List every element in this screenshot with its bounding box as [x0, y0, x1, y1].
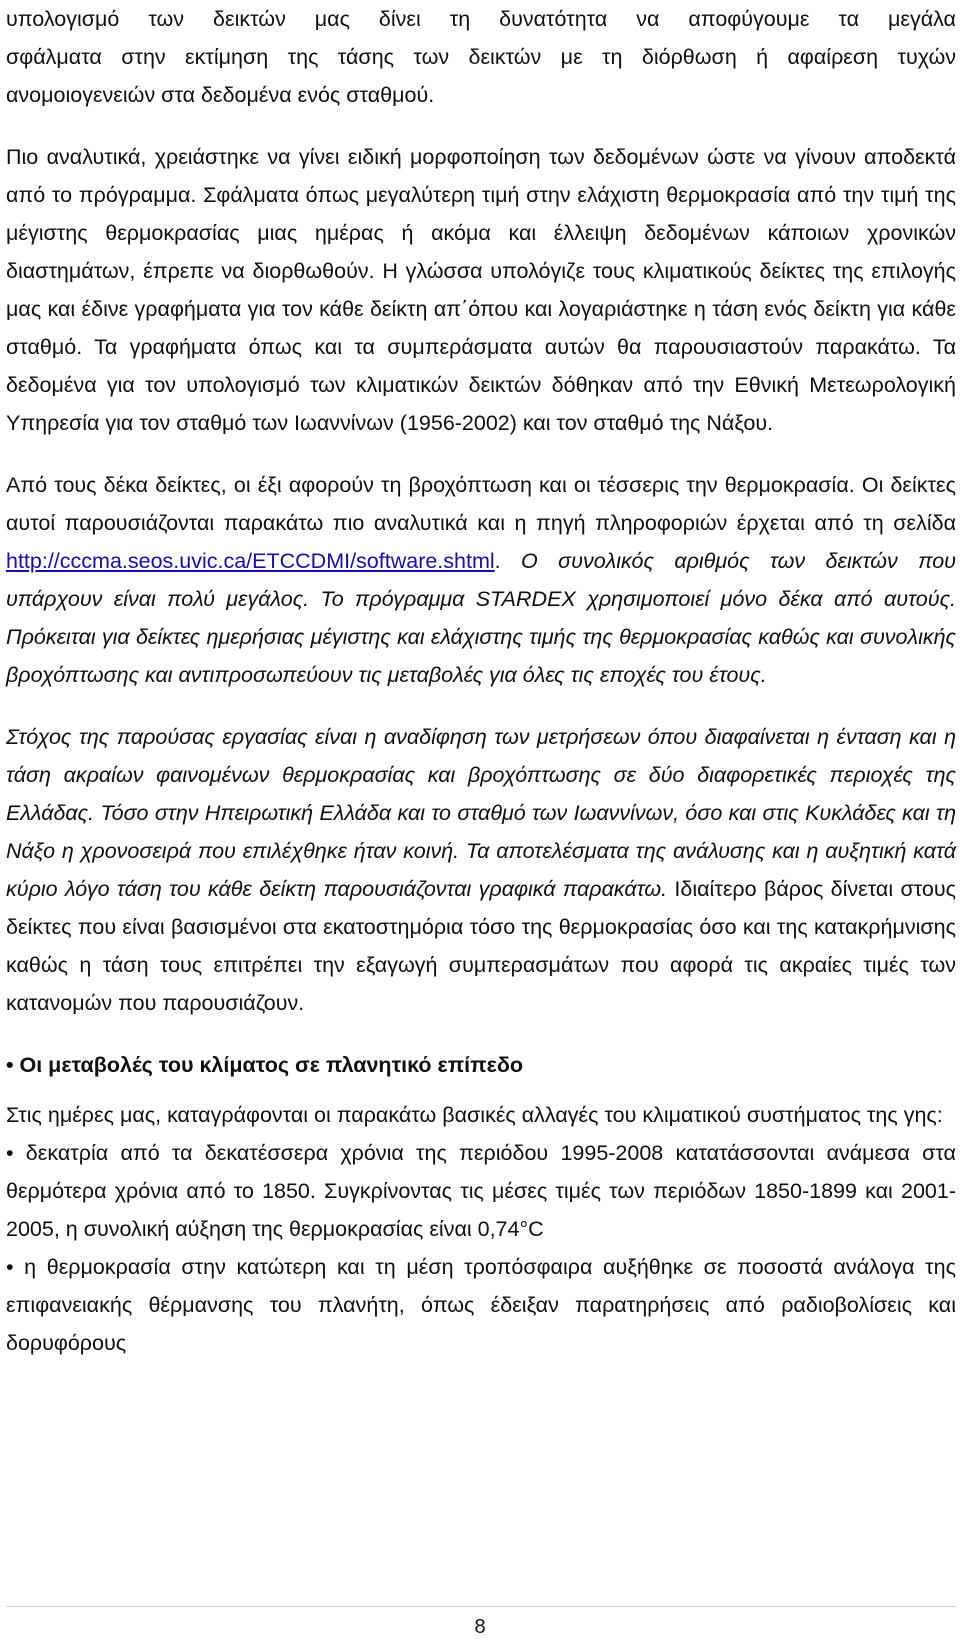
- heading-bullet: •: [6, 1053, 14, 1077]
- heading-text: Οι μεταβολές του κλίματος σε πλανητικό επίπεδο: [19, 1053, 523, 1077]
- software-link[interactable]: http://cccma.seos.uvic.ca/ETCCDMI/software.shtml: [6, 549, 495, 573]
- page-number: 8: [474, 1616, 486, 1638]
- bullet-marker: •: [6, 1141, 14, 1165]
- bullet-item-1: [6, 1134, 956, 1248]
- paragraph-goal: [6, 718, 956, 1022]
- goal-text: Ιδιαίτερο βάρος δίνεται στους δείκτες που είναι βασισμένοι στα εκατοστημόρια τόσο της θερμοκρασίας όσο και της κατακρήμνισης καθώς η τάση τους επιτρέπει την εξαγωγή συμπερασμάτων που αφορά τις ακραίες τιμές των κατανομών που παρουσιάζουν.: [6, 877, 957, 1015]
- indices-text: Από τους δέκα δείκτες, οι έξι αφορούν τη βροχόπτωση και οι τέσσερις την θερμοκρασία. Οι δείκτες αυτοί παρουσιάζονται παρακάτω πιο αναλυτικά και η πηγή πληροφοριών έρχεται από τη σελίδα: [6, 473, 956, 535]
- paragraph-data-formatting: Πιο αναλυτικά, χρειάστηκε να γίνει ειδική μορφοποίηση των δεδομένων ώστε να γίνουν αποδεκτά από το πρόγραμμα. Σφάλματα όπως μεγαλύτερη τιμή στην ελάχιστη θερμοκρασία από την τιμή της μέγιστης θερμοκρασίας μιας ημέρας ή ακόμα και έλλειψη δεδομένων κάποιων χρονικών διαστημάτων, έπρεπε να διορθωθούν. Η γλώσσα υπολόγιζε τους κλιματικούς δείκτες της επιλογής μας και έδινε γραφήματα για τον κάθε δείκτη απ΄όπου και λογαριάστηκε η τάση ενός δείκτη για κάθε σταθμό. Τα γραφήματα όπως και τα συμπεράσματα αυτών θα παρουσιαστούν παρακάτω. Τα δεδομένα για τον υπολογισμό των κλιματικών δεικτών δόθηκαν από την Εθνική Μετεωρολογική Υπηρεσία για τον σταθμό των Ιωαννίνων (1956-2002) και τον σταθμό της Νάξου.: [6, 145, 956, 435]
- intro-paragraph: [6, 0, 956, 114]
- link-period: .: [494, 549, 501, 573]
- indices-italic-text: Ο συνολικός αριθμός των δεικτών που υπάρχουν είναι πολύ μεγάλος. Το πρόγραμμα STARDEX χρησιμοποιεί μόνο δέκα από αυτούς. Πρόκειται για δείκτες ημερήσιας μέγιστης και ελάχιστης τιμής της θερμοκρασίας καθώς και συνολικής βροχόπτωσης και αντιπροσωπεύουν τις μεταβολές για όλες τις εποχές του έτους.: [6, 549, 956, 687]
- paragraph-indices: [6, 466, 956, 694]
- section-heading: [6, 1046, 956, 1084]
- footer-divider: [6, 1606, 956, 1607]
- intro-line-2: σφάλματα στην εκτίμηση της τάσης των δεικτών με τη διόρθωση ή αφαίρεση τυχών: [6, 45, 956, 69]
- bullet-text: η θερμοκρασία στην κατώτερη και τη μέση τροπόσφαιρα αυξήθηκε σε ποσοστά ανάλογα της επιφανειακής θέρμανσης του πλανήτη, όπως έδειξαν παρατηρήσεις από ραδιοβολίσεις και δορυφόρους: [6, 1255, 956, 1355]
- document-page: [6, 0, 956, 1362]
- bullet-item-2: [6, 1248, 956, 1362]
- intro-line-1: υπολογισμό των δεικτών μας δίνει τη δυνατότητα να αποφύγουμε τα μεγάλα: [6, 7, 956, 31]
- bullet-marker: •: [6, 1255, 14, 1279]
- intro-line-3: ανομοιογενειών στα δεδομένα ενός σταθμού.: [6, 83, 435, 107]
- goal-italic-text: Στόχος της παρούσας εργασίας είναι η αναδίφηση των μετρήσεων όπου διαφαίνεται η ένταση και η τάση ακραίων φαινομένων θερμοκρασίας και βροχόπτωσης σε δύο διαφορετικές περιοχές της Ελλάδας. Τόσο στην Ηπειρωτική Ελλάδα και το σταθμό των Ιωαννίνων, όσο και στις Κυκλάδες και τη Νάξο η χρονοσειρά που επιλέχθηκε ήταν κοινή. Τα αποτελέσματα της ανάλυσης και η αυξητική κατά κύριο λόγο τάση του κάθε δείκτη παρουσιάζονται γραφικά παρακάτω.: [6, 725, 956, 901]
- paragraph-changes-intro: Στις ημέρες μας, καταγράφονται οι παρακάτω βασικές αλλαγές του κλιματικού συστήματος της γης:: [6, 1103, 943, 1127]
- bullet-text: δεκατρία από τα δεκατέσσερα χρόνια της περιόδου 1995-2008 κατατάσσονται ανάμεσα στα θερμότερα χρόνια από το 1850. Συγκρίνοντας τις μέσες τιμές των περιόδων 1850-1899 και 2001-2005, η συνολική αύξηση της θερμοκρασίας είναι 0,74°C: [6, 1141, 956, 1241]
